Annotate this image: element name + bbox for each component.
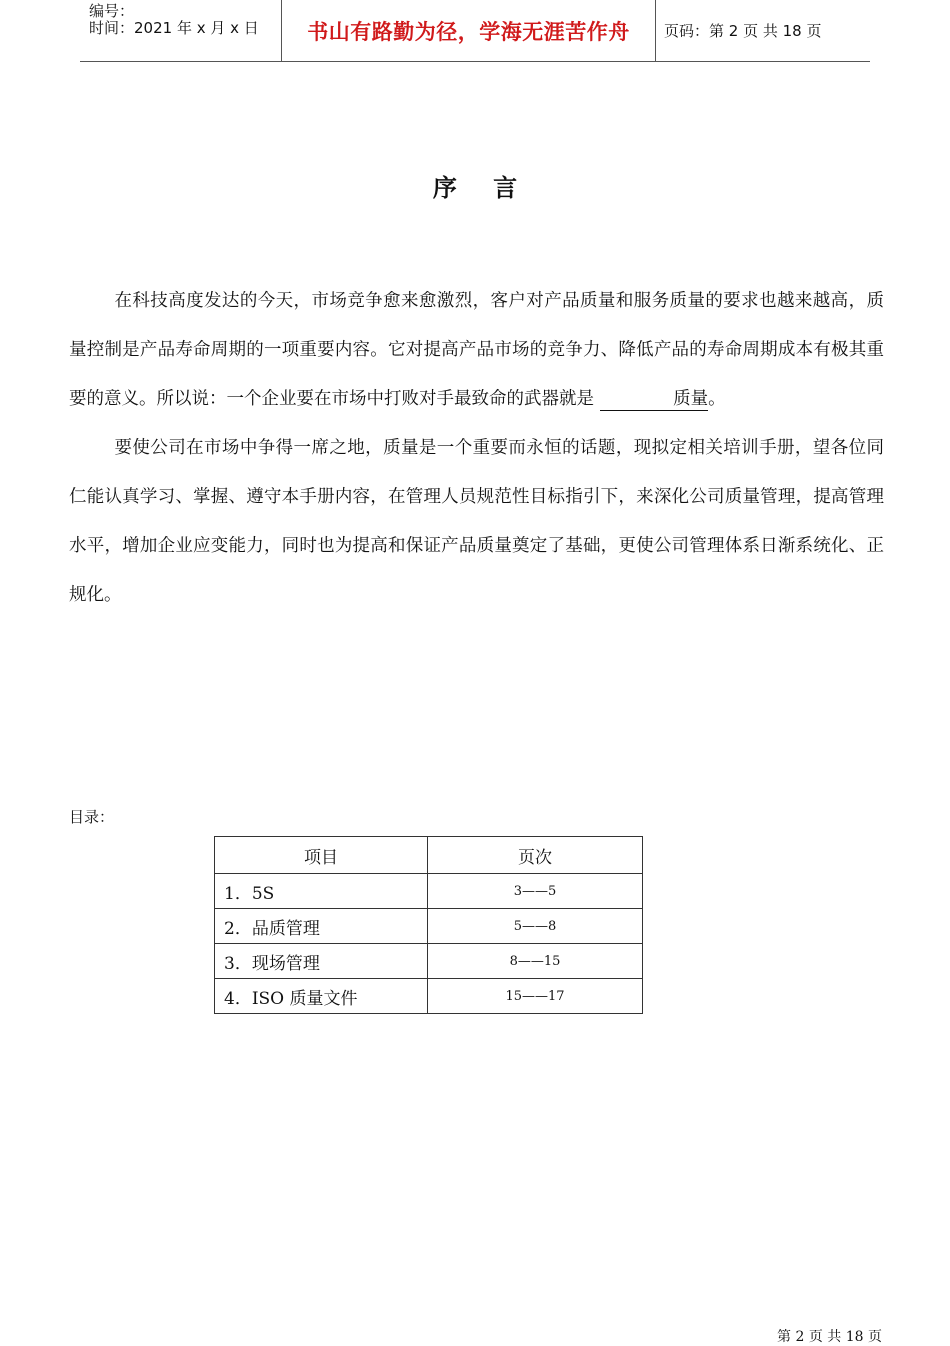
toc-label: 目录： [69, 808, 115, 826]
page-header [80, 0, 870, 62]
paragraph-2: 要使公司在市场中争得一席之地，质量是一个重要而永恒的话题，现拟定相关培训手册，望各位同仁能认真学习、掌握、遵守本手册内容，在管理人员规范性目标指引下，来深化公司质量管理，提高管理水平，增加企业应变能力，同时也为提高和保证产品质量奠定了基础，更使公司管理体系日渐系统化、正规化。 [69, 438, 884, 605]
answer-blank: 质量 [600, 388, 709, 411]
toc-pages: 15——17 [428, 979, 643, 1014]
toc-item: 4．ISO 质量文件 [215, 979, 428, 1014]
toc-header-row [215, 837, 643, 874]
number-label: 编号： [89, 2, 135, 20]
header-page-cell [655, 0, 870, 61]
page-title: 序 言 [432, 174, 532, 202]
table-row [215, 874, 643, 909]
toc-header-pages: 页次 [428, 837, 643, 874]
paragraph-1-end: 。 [708, 389, 726, 409]
paragraph-1 [69, 277, 884, 424]
toc-item: 3．现场管理 [215, 944, 428, 979]
toc-item: 1．5S [215, 874, 428, 909]
paragraph-1-text: 在科技高度发达的今天，市场竞争愈来愈激烈，客户对产品质量和服务质量的要求也越来越高，质量控制是产品寿命周期的一项重要内容。它对提高产品市场的竞争力、降低产品的寿命周期成本有极其重要的意义。所以说：一个企业要在市场中打败对手最致命的武器就是 [69, 291, 884, 409]
time-label: 时间：2021 年 x 月 x 日 [89, 19, 259, 37]
table-row [215, 944, 643, 979]
toc-pages: 3——5 [428, 874, 643, 909]
toc-table [214, 836, 643, 1014]
table-row [215, 979, 643, 1014]
toc-pages: 8——15 [428, 944, 643, 979]
toc-header-item: 项目 [215, 837, 428, 874]
toc-pages: 5——8 [428, 909, 643, 944]
header-page-label: 页码：第 2 页 共 18 页 [664, 22, 822, 40]
page-footer: 第 2 页 共 18 页 [777, 1329, 882, 1345]
header-motto-cell [281, 0, 656, 61]
table-row [215, 909, 643, 944]
preface-body [69, 277, 884, 620]
header-motto: 书山有路勤为径，学海无涯苦作舟 [307, 19, 630, 44]
toc-item: 2．品质管理 [215, 909, 428, 944]
header-meta [80, 0, 280, 61]
